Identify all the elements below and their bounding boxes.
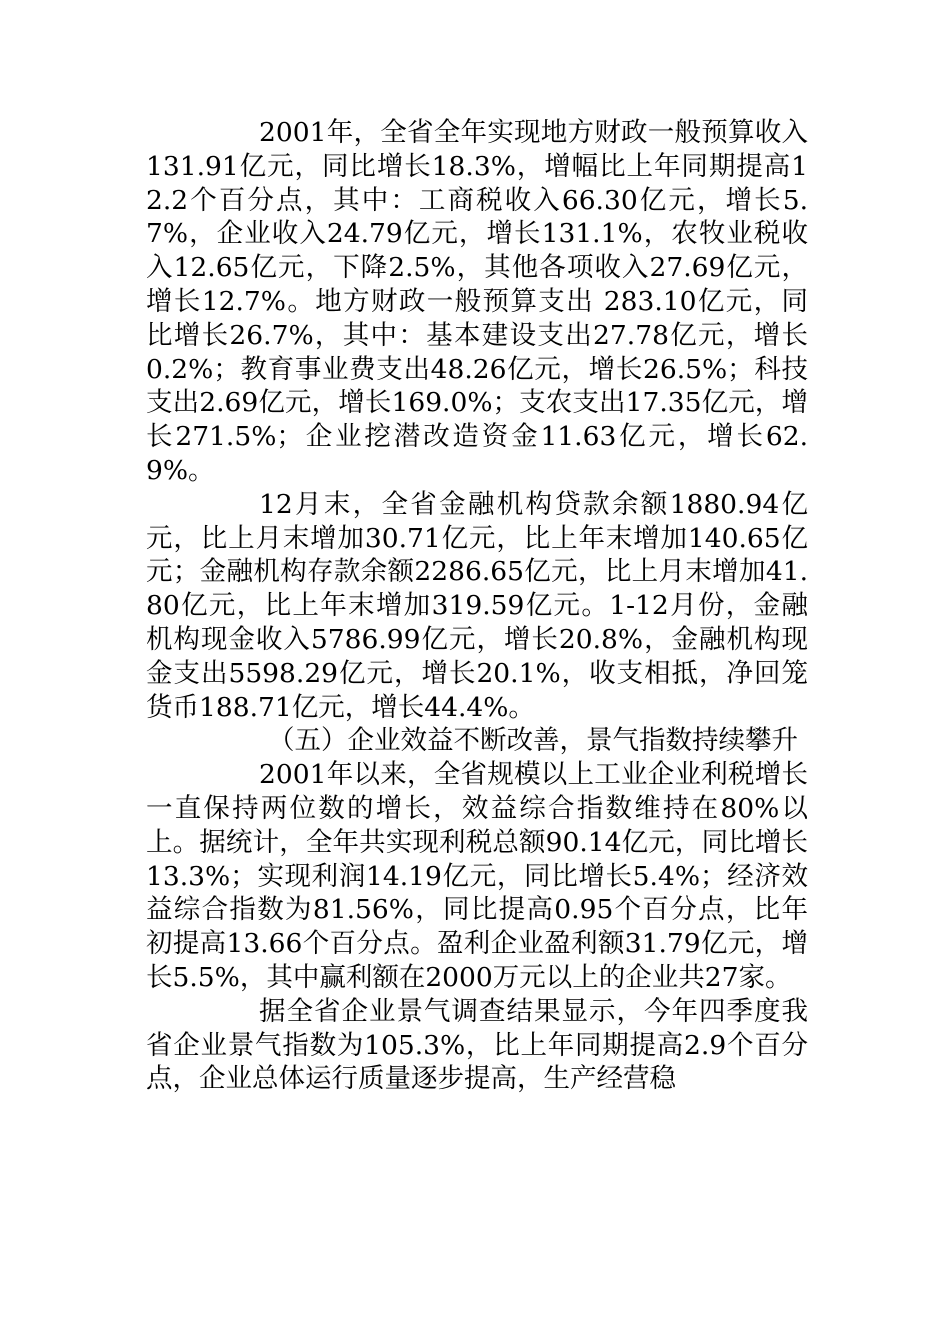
document-page [146,116,808,1096]
paragraph-enterprise-profit: 2001年以来，全省规模以上工业企业利税增长一直保持两位数的增长，效益综合指数维持在80%以上。据统计，全年共实现利税总额90.14亿元，同比增长13.3%；实现利润14.19亿元，同比增长5.4%；经济效益综合指数为81.56%，同比提高0.95个百分点，比年初提高13.66个百分点。盈利企业盈利额31.79亿元，增长5.5%，其中赢利额在2000万元以上的企业共27家。 [146,759,808,993]
paragraph-business-climate: 据全省企业景气调查结果显示，今年四季度我省企业景气指数为105.3%，比上年同期提高2.9个百分点，企业总体运行质量逐步提高，生产经营稳 [146,995,808,1095]
section-heading: （五）企业效益不断改善，景气指数持续攀升 [268,725,798,757]
paragraph-fiscal-revenue: 2001年，全省全年实现地方财政一般预算收入131.91亿元，同比增长18.3%，增幅比上年同期提高12.2个百分点，其中：工商税收入66.30亿元，增长5.7%，企业收入24.79亿元，增长131.1%，农牧业税收入12.65亿元，下降2.5%，其他各项收入27.69亿元，增长12.7%。地方财政一般预算支出 283.10亿元，同比增长26.7%，其中：基本建设支出27.78亿元，增长0.2%；教育事业费支出48.26亿元，增长26.5%；科技支出2.69亿元，增长169.0%；支农支出17.35亿元，增长271.5%；企业挖潜改造资金11.63亿元，增长62.9%。 [146,117,808,486]
paragraph-financial-institutions: 12月末，全省金融机构贷款余额1880.94亿元，比上月末增加30.71亿元，比上年末增加140.65亿元；金融机构存款余额2286.65亿元，比上月末增加41.80亿元，比上年末增加319.59亿元。1-12月份，金融机构现金收入5786.99亿元，增长20.8%，金融机构现金支出5598.29亿元，增长20.1%，收支相抵，净回笼货币188.71亿元，增长44.4%。 [146,488,808,723]
